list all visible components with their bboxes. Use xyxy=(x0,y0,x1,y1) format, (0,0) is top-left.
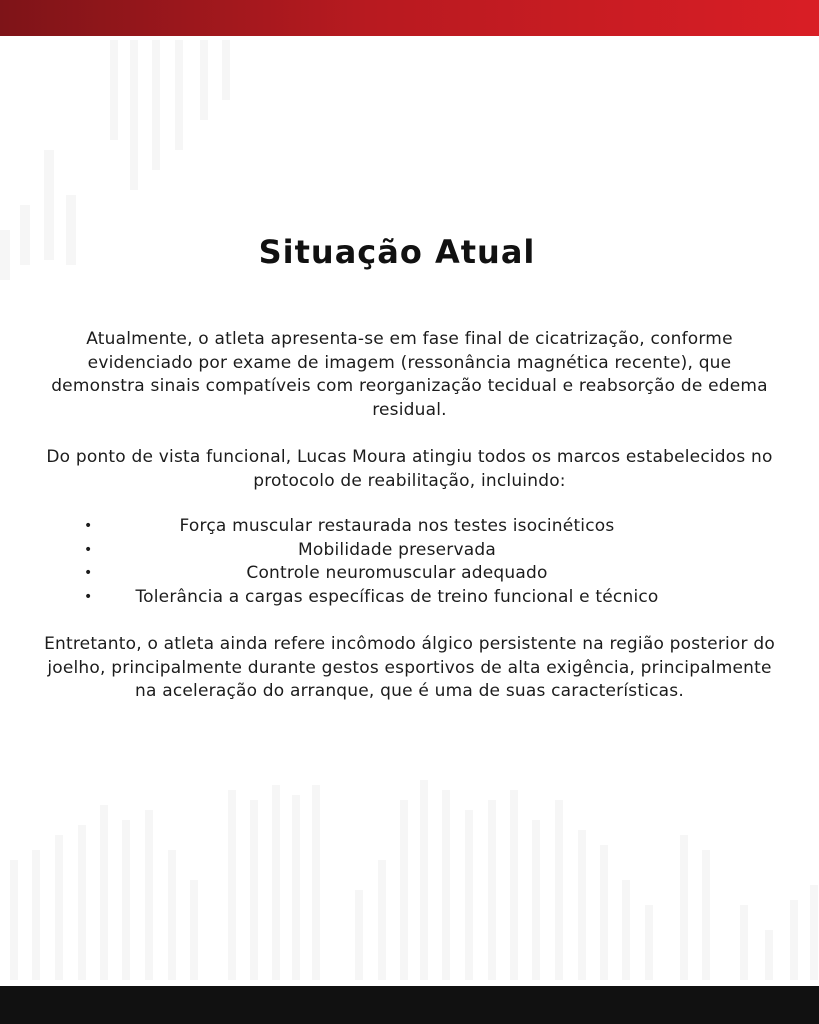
paragraph-symptoms: Entretanto, o atleta ainda refere incômodo álgico persistente na região posterior do joelho, principalmente durante gestos esportivos de alta exigência, principalmente na aceleração do arranque, que é uma de suas características. xyxy=(44,634,775,701)
list-item-text: Tolerância a cargas específicas de treino funcional e técnico xyxy=(135,586,659,607)
list-item xyxy=(0,515,819,539)
top-accent-bar xyxy=(0,0,819,36)
list-item xyxy=(0,539,819,563)
bullet-icon: • xyxy=(84,565,93,581)
bullet-icon: • xyxy=(84,541,93,558)
bullet-icon: • xyxy=(84,518,93,534)
list-item-text: Controle neuromuscular adequado xyxy=(246,563,548,583)
list-item-text: Mobilidade preservada xyxy=(298,539,496,560)
page-title: Situação Atual xyxy=(258,233,536,271)
paragraph-functional: Do ponto de vista funcional, Lucas Moura atingiu todos os marcos estabelecidos no protocolo de reabilitação, incluindo: xyxy=(46,447,773,491)
list-item xyxy=(0,562,819,586)
list-item-text: Força muscular restaurada nos testes isocinéticos xyxy=(179,516,615,536)
milestones-list xyxy=(0,515,819,609)
list-item xyxy=(0,586,819,610)
bottom-footer-bar xyxy=(0,986,819,1024)
bullet-icon: • xyxy=(84,588,93,605)
paragraph-current-status: Atualmente, o atleta apresenta-se em fase final de cicatrização, conforme evidenciado por exame de imagem (ressonância magnética recente), que demonstra sinais compatíveis com reorganização tecidual e reabsorção de edema residual. xyxy=(51,329,768,420)
